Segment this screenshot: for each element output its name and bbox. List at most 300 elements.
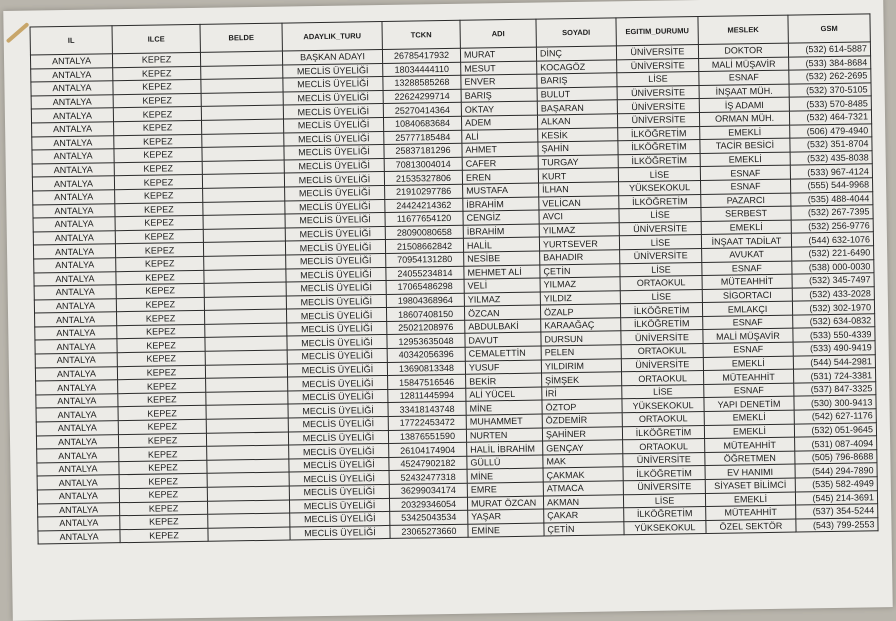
cell-meslek: EMEKLİ <box>700 125 790 140</box>
cell-meslek: SİGORTACI <box>702 288 792 303</box>
cell-tckn: 26785417932 <box>382 48 460 63</box>
cell-adaylik-turu: MECLİS ÜYELİĞİ <box>287 349 387 364</box>
col-header-meslek: MESLEK <box>698 15 788 44</box>
cell-adaylik-turu: MECLİS ÜYELİĞİ <box>289 471 389 486</box>
cell-tckn: 26104174904 <box>389 442 467 457</box>
cell-adaylik-turu: MECLİS ÜYELİĞİ <box>285 226 385 241</box>
cell-egitim: ÜNİVERSİTE <box>619 221 701 236</box>
cell-soyadi: KURT <box>538 168 618 183</box>
cell-tckn: 13288585268 <box>383 75 461 90</box>
cell-meslek: YAPI DENETİM <box>704 397 794 412</box>
cell-belde <box>203 228 285 243</box>
cell-tckn: 40342056396 <box>387 347 465 362</box>
cell-soyadi: YURTSEVER <box>539 236 619 251</box>
cell-il: ANTALYA <box>34 271 116 286</box>
cell-egitim: İLKÖĞRETİM <box>622 425 704 440</box>
cell-gsm: (533) 967-4124 <box>790 164 872 179</box>
cell-adaylik-turu: MECLİS ÜYELİĞİ <box>287 362 387 377</box>
cell-adaylik-turu: MECLİS ÜYELİĞİ <box>284 158 384 173</box>
cell-adi: ADEM <box>461 115 537 130</box>
cell-ilce: KEPEZ <box>114 148 202 163</box>
pen-tip <box>6 22 30 43</box>
cell-il: ANTALYA <box>34 298 116 313</box>
cell-meslek: ESNAF <box>699 70 789 85</box>
cell-tckn: 18607408150 <box>386 307 464 322</box>
cell-tckn: 25837181296 <box>384 143 462 158</box>
cell-meslek: MALİ MÜŞAVİR <box>703 329 793 344</box>
cell-belde <box>207 445 289 460</box>
cell-adaylik-turu: MECLİS ÜYELİĞİ <box>285 185 385 200</box>
cell-meslek: ESNAF <box>704 383 794 398</box>
cell-egitim: ÜNİVERSİTE <box>616 45 698 60</box>
cell-meslek: ESNAF <box>701 179 791 194</box>
cell-meslek: ESNAF <box>703 342 793 357</box>
cell-belde <box>204 309 286 324</box>
cell-il: ANTALYA <box>38 502 120 517</box>
cell-soyadi: İRİ <box>542 386 622 401</box>
cell-meslek: MÜTEAHHİT <box>704 369 794 384</box>
cell-meslek: EMLAKÇI <box>702 301 792 316</box>
cell-gsm: (542) 627-1176 <box>794 409 876 424</box>
cell-gsm: (535) 582-4949 <box>795 477 877 492</box>
cell-egitim: LİSE <box>620 262 702 277</box>
cell-il: ANTALYA <box>38 529 120 544</box>
cell-il: ANTALYA <box>37 475 119 490</box>
cell-adaylik-turu: MECLİS ÜYELİĞİ <box>288 416 388 431</box>
cell-il: ANTALYA <box>31 108 113 123</box>
cell-ilce: KEPEZ <box>118 433 206 448</box>
cell-gsm: (535) 488-4044 <box>791 191 873 206</box>
cell-tckn: 24055234814 <box>386 266 464 281</box>
cell-gsm: (532) 345-7497 <box>792 273 874 288</box>
cell-gsm: (533) 490-9419 <box>793 341 875 356</box>
cell-il: ANTALYA <box>31 81 113 96</box>
cell-belde <box>202 133 284 148</box>
cell-il: ANTALYA <box>32 135 114 150</box>
cell-il: ANTALYA <box>32 162 114 177</box>
cell-adi: İBRAHİM <box>463 224 539 239</box>
cell-belde <box>206 391 288 406</box>
cell-meslek: ORMAN MÜH. <box>699 111 789 126</box>
cell-gsm: (532) 051-9645 <box>794 422 876 437</box>
cell-soyadi: ŞAHİNER <box>542 426 622 441</box>
col-header-gsm: GSM <box>788 14 870 43</box>
cell-belde <box>205 364 287 379</box>
cell-egitim: İLKÖĞRETİM <box>623 466 705 481</box>
cell-adaylik-turu: MECLİS ÜYELİĞİ <box>286 308 386 323</box>
cell-adaylik-turu: MECLİS ÜYELİĞİ <box>289 457 389 472</box>
cell-adaylik-turu: MECLİS ÜYELİĞİ <box>290 512 390 527</box>
cell-adi: CENGİZ <box>463 210 539 225</box>
cell-egitim: İLKÖĞRETİM <box>624 507 706 522</box>
cell-meslek: İNŞAAT MÜH. <box>699 84 789 99</box>
cell-il: ANTALYA <box>30 54 112 69</box>
cell-adaylik-turu: MECLİS ÜYELİĞİ <box>285 199 385 214</box>
cell-ilce: KEPEZ <box>113 80 201 95</box>
cell-egitim: ORTAOKUL <box>621 344 703 359</box>
cell-adaylik-turu: MECLİS ÜYELİĞİ <box>283 77 383 92</box>
cell-meslek: MALİ MÜŞAVİR <box>699 57 789 72</box>
cell-soyadi: ALKAN <box>537 114 617 129</box>
cell-adaylik-turu: MECLİS ÜYELİĞİ <box>287 335 387 350</box>
cell-meslek: ÖZEL SEKTÖR <box>706 519 796 534</box>
cell-egitim: LİSE <box>620 289 702 304</box>
cell-soyadi: DURSUN <box>541 331 621 346</box>
cell-ilce: KEPEZ <box>120 528 208 543</box>
cell-ilce: KEPEZ <box>117 311 205 326</box>
cell-adaylik-turu: MECLİS ÜYELİĞİ <box>283 90 383 105</box>
cell-egitim: ÜNİVERSİTE <box>623 479 705 494</box>
cell-egitim: ÜNİVERSİTE <box>617 85 699 100</box>
cell-meslek: İNŞAAT TADİLAT <box>701 233 791 248</box>
cell-gsm: (538) 000-0030 <box>792 259 874 274</box>
cell-gsm: (532) 262-2695 <box>789 69 871 84</box>
cell-egitim: ÜNİVERSİTE <box>620 248 702 263</box>
cell-gsm: (533) 384-8684 <box>789 55 871 70</box>
cell-soyadi: İLHAN <box>539 182 619 197</box>
cell-ilce: KEPEZ <box>114 134 202 149</box>
col-header-adi: ADI <box>460 19 536 48</box>
cell-meslek: SİYASET BİLİMCİ <box>705 478 795 493</box>
cell-il: ANTALYA <box>32 149 114 164</box>
cell-ilce: KEPEZ <box>119 447 207 462</box>
cell-meslek: İŞ ADAMI <box>699 97 789 112</box>
cell-soyadi: ÖZALP <box>540 304 620 319</box>
cell-egitim: YÜKSEKOKUL <box>619 180 701 195</box>
cell-il: ANTALYA <box>35 339 117 354</box>
cell-adaylik-turu: MECLİS ÜYELİĞİ <box>290 525 390 540</box>
cell-egitim: İLKÖĞRETİM <box>621 316 703 331</box>
cell-soyadi: ÇAKAR <box>544 508 624 523</box>
candidate-table <box>30 13 879 545</box>
cell-adi: İBRAHİM <box>463 197 539 212</box>
cell-soyadi: TURGAY <box>538 155 618 170</box>
cell-ilce: KEPEZ <box>119 460 207 475</box>
cell-tckn: 12953635048 <box>387 334 465 349</box>
cell-tckn: 45247902182 <box>389 456 467 471</box>
cell-il: ANTALYA <box>34 285 116 300</box>
cell-tckn: 20329346054 <box>389 497 467 512</box>
cell-egitim: İLKÖĞRETİM <box>618 126 700 141</box>
cell-tckn: 70954131280 <box>386 252 464 267</box>
cell-meslek: EMEKLİ <box>701 220 791 235</box>
cell-gsm: (532) 634-0832 <box>793 314 875 329</box>
cell-meslek: DOKTOR <box>698 43 788 58</box>
cell-belde <box>205 323 287 338</box>
cell-egitim: LİSE <box>617 72 699 87</box>
cell-il: ANTALYA <box>35 353 117 368</box>
cell-gsm: (505) 796-8688 <box>795 450 877 465</box>
cell-egitim: ORTAOKUL <box>623 439 705 454</box>
cell-belde <box>206 404 288 419</box>
cell-meslek: MÜTEAHHİT <box>706 505 796 520</box>
cell-ilce: KEPEZ <box>116 270 204 285</box>
cell-belde <box>203 187 285 202</box>
cell-belde <box>206 432 288 447</box>
cell-adaylik-turu: MECLİS ÜYELİĞİ <box>286 267 386 282</box>
cell-egitim: LİSE <box>618 167 700 182</box>
cell-meslek: SERBEST <box>701 206 791 221</box>
cell-meslek: MÜTEAHHİT <box>705 437 795 452</box>
cell-soyadi: AKMAN <box>543 494 623 509</box>
cell-ilce: KEPEZ <box>115 202 203 217</box>
table-body <box>30 42 878 545</box>
cell-belde <box>201 105 283 120</box>
cell-adi: MİNE <box>466 400 542 415</box>
col-header-tckn: TCKN <box>382 20 460 49</box>
cell-adi: MURAT <box>460 47 536 62</box>
cell-adaylik-turu: MECLİS ÜYELİĞİ <box>283 63 383 78</box>
cell-tckn: 17722453472 <box>388 415 466 430</box>
cell-il: ANTALYA <box>33 190 115 205</box>
col-header-adaylik-turu: ADAYLIK_TURU <box>282 22 382 52</box>
cell-belde <box>202 160 284 175</box>
cell-soyadi: BAŞARAN <box>537 100 617 115</box>
cell-tckn: 13876551590 <box>388 429 466 444</box>
paper-sheet <box>3 0 892 621</box>
cell-ilce: KEPEZ <box>114 120 202 135</box>
cell-tckn: 28090080658 <box>385 225 463 240</box>
cell-egitim: ÜNİVERSİTE <box>617 112 699 127</box>
cell-belde <box>202 173 284 188</box>
cell-gsm: (544) 632-1076 <box>791 232 873 247</box>
cell-adi: CAFER <box>462 156 538 171</box>
cell-adi: OKTAY <box>461 101 537 116</box>
cell-ilce: KEPEZ <box>115 243 203 258</box>
cell-tckn: 52432477318 <box>389 470 467 485</box>
cell-il: ANTALYA <box>33 244 115 259</box>
cell-gsm: (543) 799-2553 <box>796 518 878 533</box>
col-header-il: IL <box>30 26 112 55</box>
cell-soyadi: ÖZDEMİR <box>542 413 622 428</box>
cell-ilce: KEPEZ <box>113 107 201 122</box>
cell-adi: CEMALETTİN <box>465 346 541 361</box>
cell-adi: BEKİR <box>466 373 542 388</box>
cell-adi: MURAT ÖZCAN <box>467 496 543 511</box>
cell-gsm: (555) 544-9968 <box>791 178 873 193</box>
cell-il: ANTALYA <box>35 326 117 341</box>
cell-egitim: İLKÖĞRETİM <box>620 303 702 318</box>
cell-ilce: KEPEZ <box>113 93 201 108</box>
cell-il: ANTALYA <box>32 122 114 137</box>
cell-soyadi: YILDIRIM <box>541 358 621 373</box>
cell-soyadi: YILMAZ <box>540 277 620 292</box>
cell-ilce: KEPEZ <box>117 338 205 353</box>
cell-adi: MESUT <box>461 61 537 76</box>
cell-il: ANTALYA <box>31 67 113 82</box>
cell-meslek: PAZARCI <box>701 193 791 208</box>
cell-il: ANTALYA <box>36 434 118 449</box>
cell-tckn: 24424214362 <box>385 198 463 213</box>
cell-egitim: ÜNİVERSİTE <box>621 330 703 345</box>
cell-gsm: (532) 433-2028 <box>792 286 874 301</box>
cell-ilce: KEPEZ <box>112 52 200 67</box>
col-header-ilce: ILCE <box>112 24 200 53</box>
cell-ilce: KEPEZ <box>115 215 203 230</box>
cell-tckn: 25021208976 <box>387 320 465 335</box>
cell-adi: MEHMET ALİ <box>464 265 540 280</box>
cell-tckn: 11677654120 <box>385 211 463 226</box>
cell-adi: DAVUT <box>465 333 541 348</box>
cell-meslek: AVUKAT <box>702 247 792 262</box>
cell-adi: BARIŞ <box>461 88 537 103</box>
cell-egitim: ÜNİVERSİTE <box>621 357 703 372</box>
cell-gsm: (532) 302-1970 <box>792 300 874 315</box>
cell-adaylik-turu: MECLİS ÜYELİĞİ <box>288 403 388 418</box>
cell-adaylik-turu: MECLİS ÜYELİĞİ <box>286 281 386 296</box>
cell-ilce: KEPEZ <box>116 283 204 298</box>
cell-egitim: LİSE <box>619 235 701 250</box>
cell-il: ANTALYA <box>36 407 118 422</box>
cell-adaylik-turu: MECLİS ÜYELİĞİ <box>285 213 385 228</box>
cell-belde <box>202 146 284 161</box>
cell-ilce: KEPEZ <box>119 487 207 502</box>
cell-meslek: EMEKLİ <box>703 356 793 371</box>
col-header-egitim-durumu: EGITIM_DURUMU <box>616 17 698 46</box>
cell-il: ANTALYA <box>31 95 113 110</box>
cell-gsm: (531) 087-4094 <box>795 436 877 451</box>
cell-tckn: 25270414364 <box>383 103 461 118</box>
cell-adaylik-turu: MECLİS ÜYELİĞİ <box>283 104 383 119</box>
cell-adi: YILMAZ <box>464 292 540 307</box>
cell-soyadi: BARIŞ <box>537 73 617 88</box>
cell-egitim: ÜNİVERSİTE <box>617 58 699 73</box>
cell-adi: HALİL <box>463 237 539 252</box>
cell-soyadi: KOCAGÖZ <box>537 59 617 74</box>
cell-egitim: İLKÖĞRETİM <box>619 194 701 209</box>
cell-adi: MUSTAFA <box>463 183 539 198</box>
cell-meslek: ESNAF <box>703 315 793 330</box>
cell-gsm: (532) 351-8704 <box>790 137 872 152</box>
cell-il: ANTALYA <box>36 421 118 436</box>
cell-gsm: (530) 300-9413 <box>794 395 876 410</box>
cell-gsm: (532) 256-9776 <box>791 219 873 234</box>
cell-adaylik-turu: MECLİS ÜYELİĞİ <box>284 172 384 187</box>
cell-belde <box>208 527 290 542</box>
cell-ilce: KEPEZ <box>114 161 202 176</box>
cell-belde <box>205 337 287 352</box>
cell-belde <box>203 201 285 216</box>
cell-egitim: LİSE <box>619 208 701 223</box>
cell-il: ANTALYA <box>37 462 119 477</box>
cell-egitim: ORTAOKUL <box>620 276 702 291</box>
cell-tckn: 18034444110 <box>383 62 461 77</box>
cell-belde <box>203 241 285 256</box>
cell-ilce: KEPEZ <box>118 406 206 421</box>
cell-ilce: KEPEZ <box>119 474 207 489</box>
cell-soyadi: KARAAĞAÇ <box>541 318 621 333</box>
cell-adaylik-turu: MECLİS ÜYELİĞİ <box>289 498 389 513</box>
cell-soyadi: ŞAHİN <box>538 141 618 156</box>
cell-tckn: 13690813348 <box>387 361 465 376</box>
cell-il: ANTALYA <box>38 516 120 531</box>
cell-il: ANTALYA <box>36 394 118 409</box>
cell-ilce: KEPEZ <box>117 324 205 339</box>
cell-gsm: (532) 464-7321 <box>789 110 871 125</box>
cell-gsm: (544) 294-7890 <box>795 463 877 478</box>
cell-tckn: 21535327806 <box>384 171 462 186</box>
cell-meslek: EMEKLİ <box>704 410 794 425</box>
cell-tckn: 25777185484 <box>384 130 462 145</box>
cell-ilce: KEPEZ <box>115 188 203 203</box>
cell-tckn: 23065273660 <box>390 524 468 539</box>
cell-belde <box>208 513 290 528</box>
cell-belde <box>205 350 287 365</box>
cell-gsm: (533) 570-8485 <box>789 96 871 111</box>
cell-belde <box>204 269 286 284</box>
cell-belde <box>201 92 283 107</box>
cell-adaylik-turu: MECLİS ÜYELİĞİ <box>286 253 386 268</box>
cell-belde <box>200 51 282 66</box>
cell-adi: HALİL İBRAHİM <box>467 441 543 456</box>
cell-il: ANTALYA <box>37 448 119 463</box>
cell-meslek: ESNAF <box>702 261 792 276</box>
cell-soyadi: BULUT <box>537 87 617 102</box>
cell-soyadi: PELEN <box>541 345 621 360</box>
cell-adi: ALİ <box>462 129 538 144</box>
cell-ilce: KEPEZ <box>118 392 206 407</box>
cell-tckn: 33418143748 <box>388 402 466 417</box>
cell-adaylik-turu: MECLİS ÜYELİĞİ <box>287 321 387 336</box>
cell-soyadi: ŞİMŞEK <box>542 372 622 387</box>
cell-gsm: (532) 267-7395 <box>791 205 873 220</box>
cell-gsm: (537) 354-5244 <box>796 504 878 519</box>
cell-soyadi: MAK <box>543 454 623 469</box>
cell-soyadi: VELİCAN <box>539 195 619 210</box>
cell-belde <box>207 472 289 487</box>
cell-tckn: 19804368964 <box>386 293 464 308</box>
cell-belde <box>207 500 289 515</box>
cell-tckn: 21910297786 <box>385 184 463 199</box>
cell-tckn: 10840683684 <box>383 116 461 131</box>
cell-adaylik-turu: MECLİS ÜYELİĞİ <box>288 389 388 404</box>
cell-egitim: LİSE <box>622 384 704 399</box>
cell-adi: VELİ <box>464 278 540 293</box>
cell-adi: EMRE <box>467 482 543 497</box>
cell-meslek: MÜTEAHHİT <box>702 274 792 289</box>
cell-belde <box>204 296 286 311</box>
cell-il: ANTALYA <box>35 366 117 381</box>
cell-il: ANTALYA <box>35 312 117 327</box>
cell-meslek: ESNAF <box>700 165 790 180</box>
cell-belde <box>201 78 283 93</box>
cell-adi: ALİ YÜCEL <box>466 387 542 402</box>
cell-adaylik-turu: MECLİS ÜYELİĞİ <box>286 294 386 309</box>
cell-soyadi: DİNÇ <box>536 46 616 61</box>
cell-adi: ÖZCAN <box>464 305 540 320</box>
cell-il: ANTALYA <box>33 217 115 232</box>
cell-il: ANTALYA <box>32 176 114 191</box>
cell-soyadi: AVCI <box>539 209 619 224</box>
cell-soyadi: ÇETİN <box>540 263 620 278</box>
cell-meslek: ÖĞRETMEN <box>705 451 795 466</box>
cell-egitim: YÜKSEKOKUL <box>622 398 704 413</box>
cell-belde <box>207 486 289 501</box>
cell-meslek: EMEKLİ <box>700 152 790 167</box>
cell-il: ANTALYA <box>34 258 116 273</box>
cell-adi: ABDULBAKİ <box>465 319 541 334</box>
cell-il: ANTALYA <box>33 203 115 218</box>
cell-gsm: (506) 479-4940 <box>790 123 872 138</box>
cell-adi: NESİBE <box>464 251 540 266</box>
cell-adi: ENVER <box>461 74 537 89</box>
cell-tckn: 21508662842 <box>385 239 463 254</box>
cell-ilce: KEPEZ <box>115 229 203 244</box>
cell-tckn: 17065486298 <box>386 279 464 294</box>
cell-belde <box>206 418 288 433</box>
cell-adaylik-turu: MECLİS ÜYELİĞİ <box>284 145 384 160</box>
cell-belde <box>203 214 285 229</box>
